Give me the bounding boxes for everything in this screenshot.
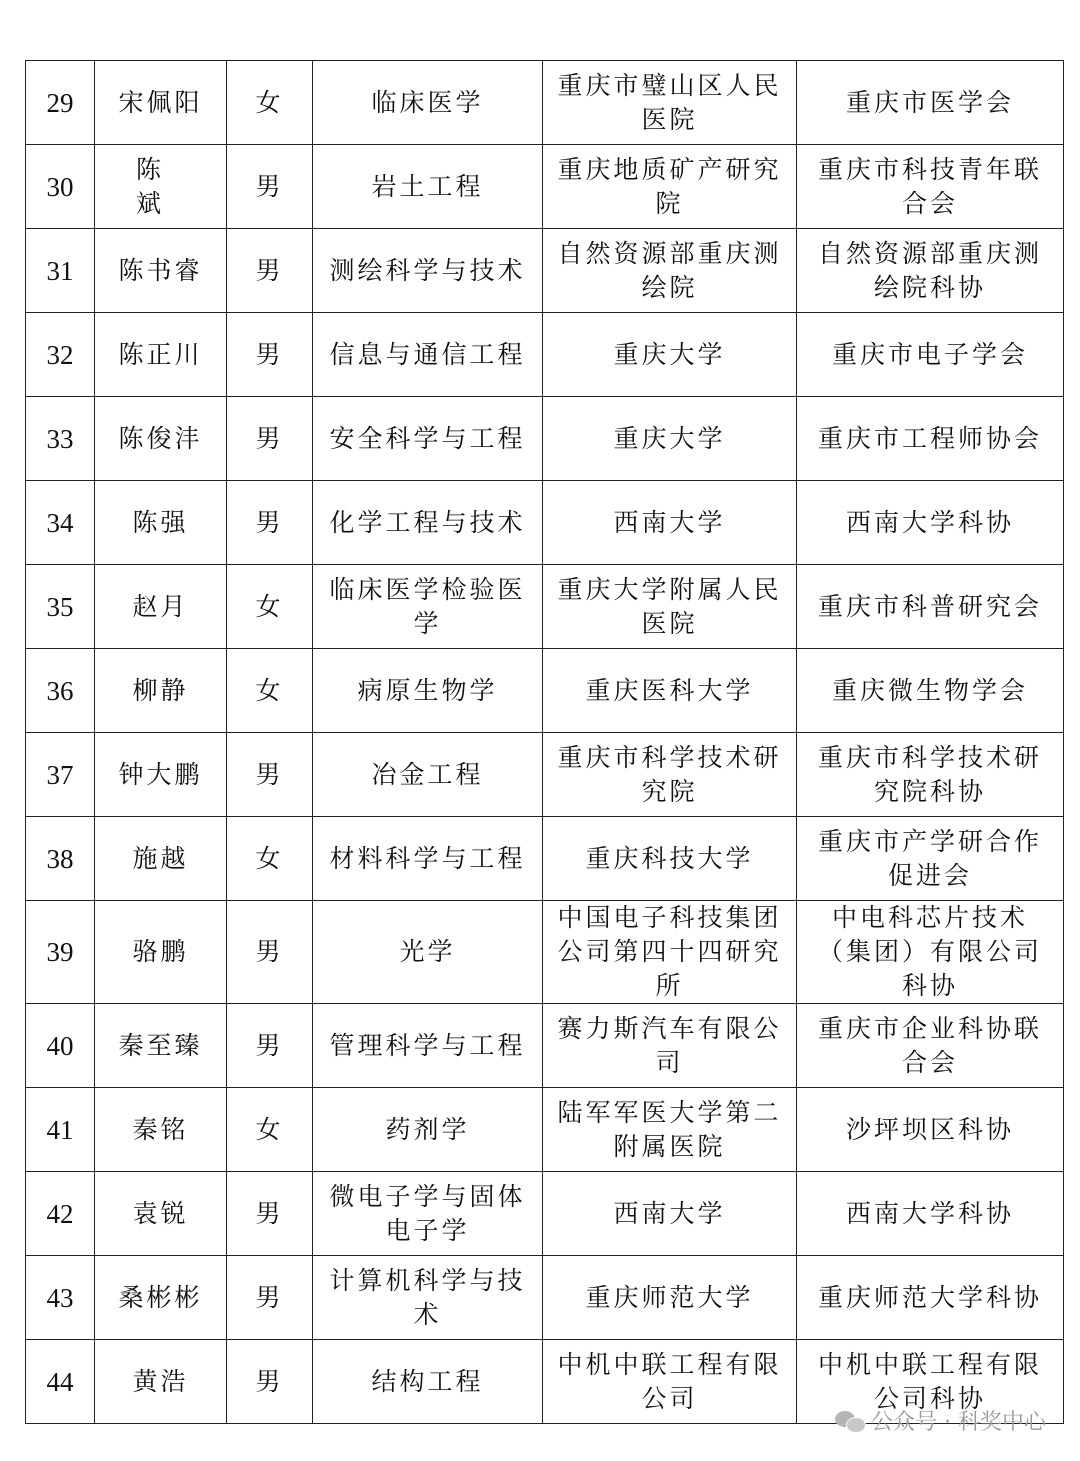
row-number-cell: 32 (26, 313, 95, 397)
work-unit-cell: 西南大学 (543, 1172, 797, 1256)
gender-cell: 男 (227, 313, 313, 397)
gender-cell: 男 (227, 481, 313, 565)
person-name-cell: 骆鹏 (95, 901, 227, 1004)
person-name-cell: 陈强 (95, 481, 227, 565)
table-row (26, 733, 1064, 817)
table-row (26, 1256, 1064, 1340)
row-number-cell: 35 (26, 565, 95, 649)
gender-cell: 女 (227, 61, 313, 145)
work-unit-cell: 重庆市璧山区人民医院 (543, 61, 797, 145)
work-unit-cell: 中机中联工程有限公司 (543, 1340, 797, 1424)
discipline-cell: 临床医学 (313, 61, 543, 145)
work-unit-cell: 西南大学 (543, 481, 797, 565)
discipline-cell: 计算机科学与技术 (313, 1256, 543, 1340)
row-number-cell: 38 (26, 817, 95, 901)
discipline-cell: 化学工程与技术 (313, 481, 543, 565)
person-name-cell: 赵月 (95, 565, 227, 649)
work-unit-cell: 重庆科技大学 (543, 817, 797, 901)
person-name-cell: 施越 (95, 817, 227, 901)
table-row (26, 229, 1064, 313)
table-row (26, 817, 1064, 901)
discipline-cell: 测绘科学与技术 (313, 229, 543, 313)
nominating-org-cell: 西南大学科协 (797, 481, 1064, 565)
table-row (26, 481, 1064, 565)
document-sheet (25, 60, 1064, 1424)
watermark-text: 公众号 · 科奖中心 (871, 1410, 1046, 1435)
discipline-cell: 材料科学与工程 (313, 817, 543, 901)
nominating-org-cell: 重庆师范大学科协 (797, 1256, 1064, 1340)
work-unit-cell: 中国电子科技集团公司第四十四研究所 (543, 901, 797, 1004)
discipline-cell: 岩土工程 (313, 145, 543, 229)
gender-cell: 男 (227, 145, 313, 229)
nominating-org-cell: 重庆市产学研合作促进会 (797, 817, 1064, 901)
work-unit-cell: 重庆大学 (543, 397, 797, 481)
discipline-cell: 管理科学与工程 (313, 1004, 543, 1088)
gender-cell: 男 (227, 229, 313, 313)
work-unit-cell: 重庆师范大学 (543, 1256, 797, 1340)
table-row (26, 565, 1064, 649)
discipline-cell: 信息与通信工程 (313, 313, 543, 397)
person-name-cell: 陈正川 (95, 313, 227, 397)
nominating-org-cell: 重庆市医学会 (797, 61, 1064, 145)
person-name-cell: 秦至臻 (95, 1004, 227, 1088)
table-row (26, 397, 1064, 481)
gender-cell: 男 (227, 1340, 313, 1424)
work-unit-cell: 陆军军医大学第二附属医院 (543, 1088, 797, 1172)
nominating-org-cell: 西南大学科协 (797, 1172, 1064, 1256)
wechat-icon (835, 1409, 865, 1433)
row-number-cell: 30 (26, 145, 95, 229)
nominating-org-cell: 中机中联工程有限公司科协 (797, 1340, 1064, 1424)
row-number-cell: 33 (26, 397, 95, 481)
person-name-cell: 陈书睿 (95, 229, 227, 313)
nominating-org-cell: 重庆市科技青年联合会 (797, 145, 1064, 229)
table-row (26, 649, 1064, 733)
discipline-cell: 药剂学 (313, 1088, 543, 1172)
person-name-cell: 袁锐 (95, 1172, 227, 1256)
discipline-cell: 病原生物学 (313, 649, 543, 733)
table-row (26, 145, 1064, 229)
awardee-table (25, 60, 1064, 1424)
person-name-cell: 黄浩 (95, 1340, 227, 1424)
nominating-org-cell: 重庆市企业科协联合会 (797, 1004, 1064, 1088)
discipline-cell: 光学 (313, 901, 543, 1004)
nominating-org-cell: 沙坪坝区科协 (797, 1088, 1064, 1172)
discipline-cell: 微电子学与固体电子学 (313, 1172, 543, 1256)
gender-cell: 女 (227, 1088, 313, 1172)
discipline-cell: 结构工程 (313, 1340, 543, 1424)
work-unit-cell: 赛力斯汽车有限公司 (543, 1004, 797, 1088)
row-number-cell: 37 (26, 733, 95, 817)
gender-cell: 女 (227, 817, 313, 901)
person-name-cell: 陈 斌 (95, 145, 227, 229)
discipline-cell: 冶金工程 (313, 733, 543, 817)
row-number-cell: 29 (26, 61, 95, 145)
gender-cell: 男 (227, 1172, 313, 1256)
table-body (26, 61, 1064, 1424)
nominating-org-cell: 重庆市工程师协会 (797, 397, 1064, 481)
row-number-cell: 43 (26, 1256, 95, 1340)
nominating-org-cell: 重庆市科普研究会 (797, 565, 1064, 649)
table-row (26, 901, 1064, 1004)
person-name-cell: 宋佩阳 (95, 61, 227, 145)
person-name-cell: 陈俊沣 (95, 397, 227, 481)
nominating-org-cell: 重庆微生物学会 (797, 649, 1064, 733)
person-name-cell: 桑彬彬 (95, 1256, 227, 1340)
gender-cell: 男 (227, 397, 313, 481)
row-number-cell: 42 (26, 1172, 95, 1256)
gender-cell: 男 (227, 901, 313, 1004)
person-name-cell: 秦铭 (95, 1088, 227, 1172)
gender-cell: 女 (227, 565, 313, 649)
row-number-cell: 36 (26, 649, 95, 733)
table-row (26, 1172, 1064, 1256)
person-name-cell: 钟大鹏 (95, 733, 227, 817)
nominating-org-cell: 重庆市科学技术研究院科协 (797, 733, 1064, 817)
nominating-org-cell: 中电科芯片技术（集团）有限公司科协 (797, 901, 1064, 1004)
row-number-cell: 39 (26, 901, 95, 1004)
table-row (26, 1088, 1064, 1172)
work-unit-cell: 重庆大学附属人民医院 (543, 565, 797, 649)
gender-cell: 男 (227, 1004, 313, 1088)
row-number-cell: 41 (26, 1088, 95, 1172)
discipline-cell: 临床医学检验医学 (313, 565, 543, 649)
discipline-cell: 安全科学与工程 (313, 397, 543, 481)
work-unit-cell: 重庆大学 (543, 313, 797, 397)
gender-cell: 女 (227, 649, 313, 733)
work-unit-cell: 重庆市科学技术研究院 (543, 733, 797, 817)
row-number-cell: 34 (26, 481, 95, 565)
table-row (26, 61, 1064, 145)
row-number-cell: 44 (26, 1340, 95, 1424)
work-unit-cell: 重庆医科大学 (543, 649, 797, 733)
work-unit-cell: 重庆地质矿产研究院 (543, 145, 797, 229)
gender-cell: 男 (227, 1256, 313, 1340)
nominating-org-cell: 重庆市电子学会 (797, 313, 1064, 397)
table-row (26, 313, 1064, 397)
work-unit-cell: 自然资源部重庆测绘院 (543, 229, 797, 313)
person-name-cell: 柳静 (95, 649, 227, 733)
nominating-org-cell: 自然资源部重庆测绘院科协 (797, 229, 1064, 313)
row-number-cell: 40 (26, 1004, 95, 1088)
watermark (835, 1405, 1046, 1436)
table-row (26, 1004, 1064, 1088)
row-number-cell: 31 (26, 229, 95, 313)
gender-cell: 男 (227, 733, 313, 817)
